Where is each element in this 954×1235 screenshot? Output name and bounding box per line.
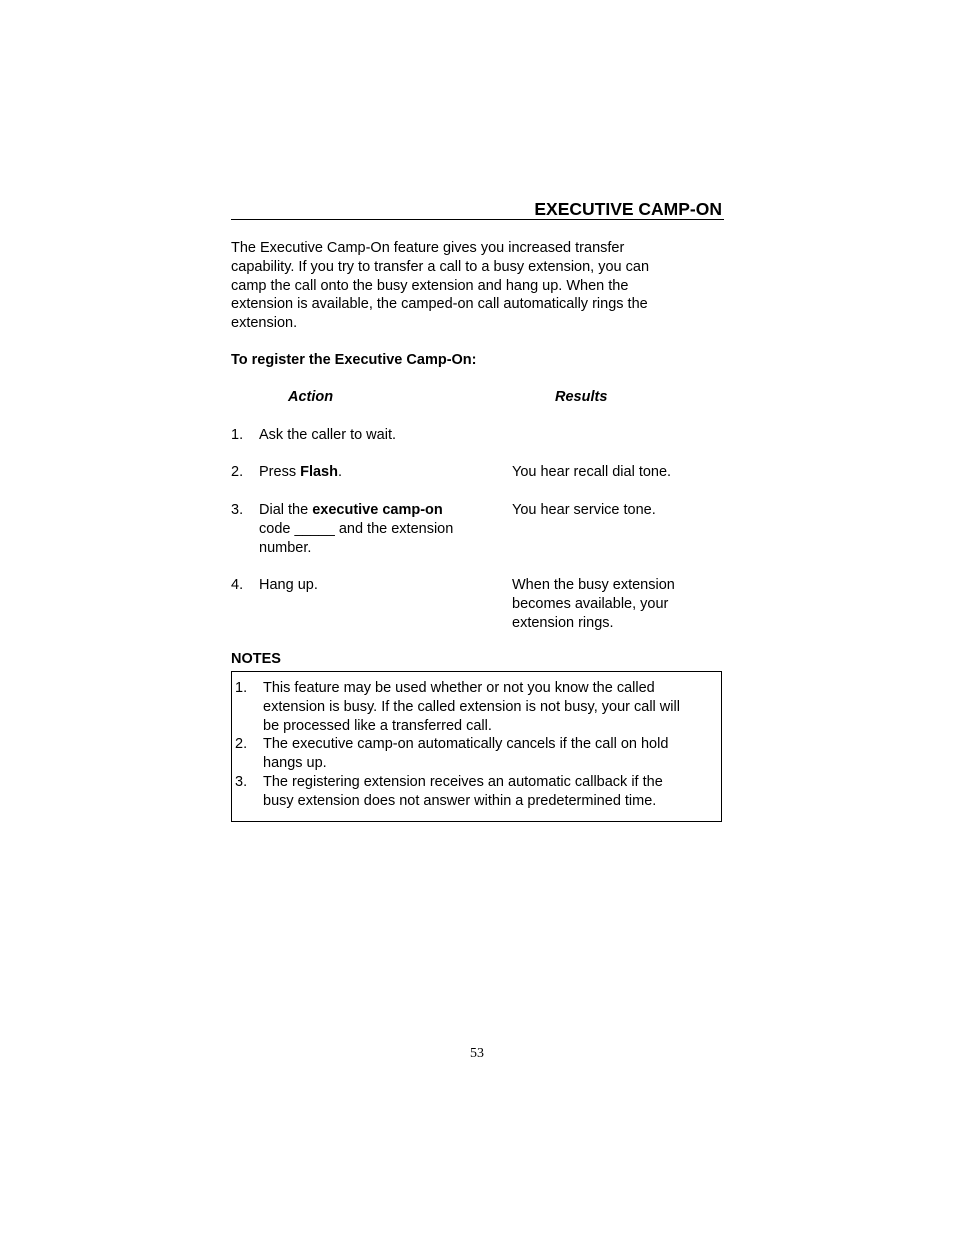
- intro-paragraph: [231, 239, 706, 333]
- note-text: [263, 679, 719, 735]
- step-result-line: You hear recall dial tone.: [512, 464, 672, 480]
- step-result-line: When the busy extension: [512, 577, 675, 593]
- step-number: 2.: [231, 464, 244, 480]
- step-number: 4.: [231, 577, 244, 593]
- step-result-line: extension rings.: [512, 614, 614, 631]
- step-action: [259, 463, 489, 482]
- key-name: Flash: [300, 464, 338, 480]
- note-line: The registering extension receives an automatic callback if the: [263, 774, 663, 790]
- results-column-header: Results: [555, 389, 608, 405]
- step-action: [259, 501, 489, 557]
- step-result: [512, 501, 712, 520]
- step-action-line: number.: [259, 539, 312, 556]
- step-number: 3.: [231, 502, 244, 518]
- note-text: [263, 735, 719, 773]
- intro-line: The Executive Camp-On feature gives you increased transfer: [231, 240, 625, 256]
- intro-line: extension is available, the camped-on call automatically rings the: [231, 296, 648, 313]
- action-column-header: Action: [288, 389, 334, 405]
- procedure-heading: To register the Executive Camp-On:: [231, 352, 477, 368]
- step-action-line: Press Flash.: [259, 464, 342, 480]
- intro-line: extension.: [231, 315, 298, 332]
- note-number: 1.: [235, 680, 248, 696]
- step-result: [512, 576, 712, 632]
- step-action: [259, 576, 489, 595]
- step-action-line: Dial the executive camp-on: [259, 502, 443, 518]
- step-number: 1.: [231, 427, 244, 443]
- note-line: be processed like a transferred call.: [263, 717, 492, 734]
- notes-heading: NOTES: [231, 651, 281, 667]
- feature-code-name: executive camp-on: [312, 502, 443, 518]
- page-number: 53: [470, 1046, 484, 1061]
- note-line: The executive camp-on automatically cancels if the call on hold: [263, 736, 669, 752]
- step-action-line: Hang up.: [259, 577, 318, 593]
- intro-line: camp the call onto the busy extension and hang up. When the: [231, 277, 629, 294]
- note-number: 2.: [235, 736, 248, 752]
- note-text: [263, 773, 719, 811]
- step-action-line: Ask the caller to wait.: [259, 427, 396, 443]
- step-result: [512, 463, 712, 482]
- note-line: extension is busy. If the called extension is not busy, your call will: [263, 698, 680, 715]
- step-action: [259, 426, 489, 445]
- note-line: busy extension does not answer within a predetermined time.: [263, 792, 657, 809]
- intro-line: capability. If you try to transfer a call to a busy extension, you can: [231, 258, 650, 275]
- note-number: 3.: [235, 774, 248, 790]
- step-result-line: becomes available, your: [512, 595, 669, 612]
- step-action-line: code _____ and the extension: [259, 520, 454, 537]
- note-line: This feature may be used whether or not you know the called: [263, 680, 655, 696]
- step-result-line: You hear service tone.: [512, 502, 656, 518]
- note-line: hangs up.: [263, 754, 327, 771]
- page-title: EXECUTIVE CAMP-ON: [534, 199, 722, 219]
- notes-box: [231, 671, 722, 822]
- title-divider: [231, 219, 724, 220]
